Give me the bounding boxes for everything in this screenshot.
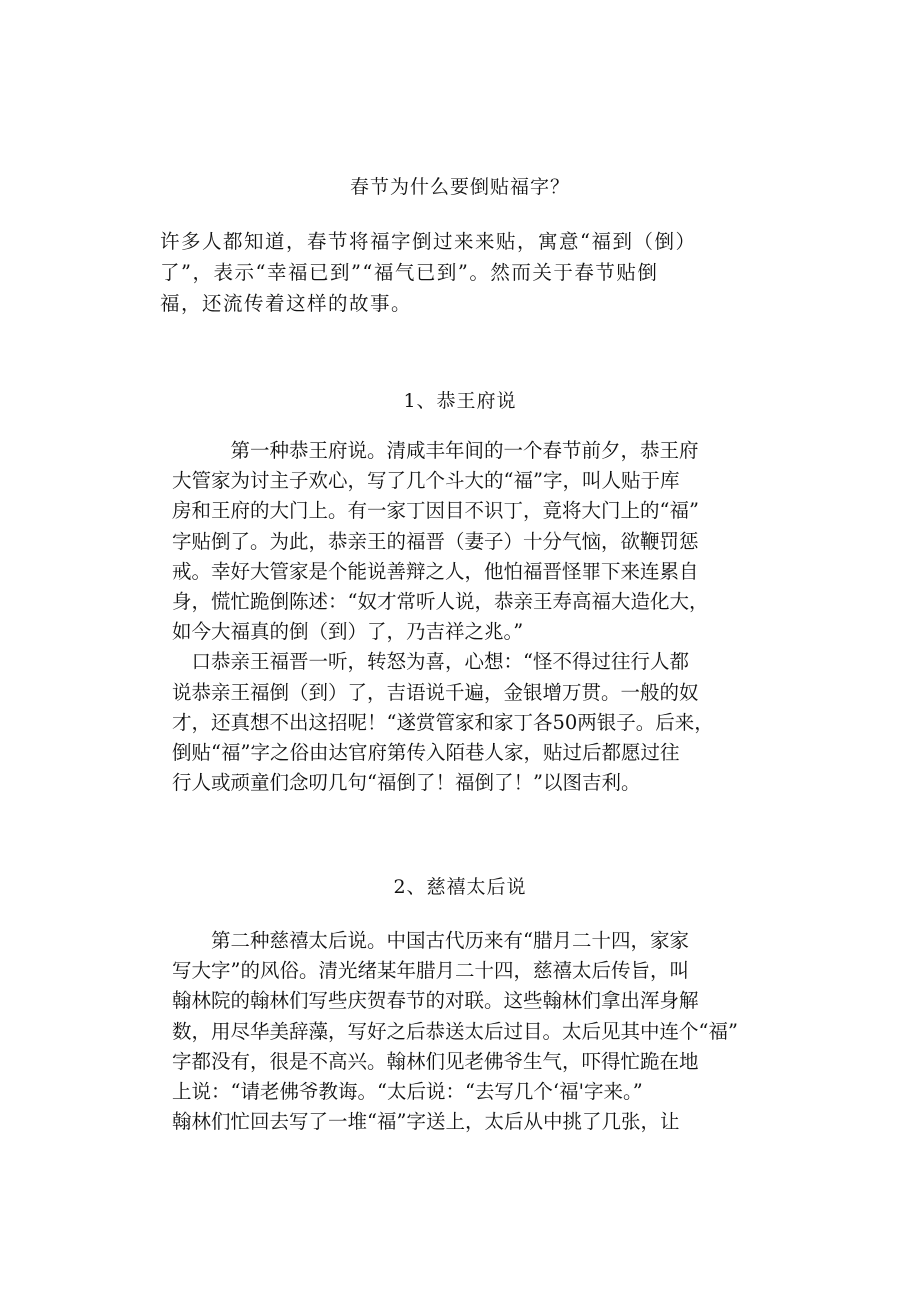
text-line: 身，慌忙跪倒陈述：“奴才常听人说，恭亲王寿高福大造化大， bbox=[172, 590, 709, 614]
section-body-2 bbox=[172, 926, 772, 1137]
text-line: 大管家为讨主子欢心，写了几个斗大的“福”字，叫人贴于库 bbox=[172, 469, 680, 493]
text-line: 了”，表示“幸福已到”“福气已到”。然而关于春节贴倒 bbox=[160, 261, 659, 284]
text-line: 口恭亲王福晋一听，转怒为喜，心想：“怪不得过往行人都 bbox=[172, 650, 689, 674]
text-line: 写大字”的风俗。清光绪某年腊月二十四，慈禧太后传旨，叫 bbox=[172, 959, 689, 983]
section-heading-2: 2、慈禧太后说 bbox=[393, 876, 527, 898]
text-line: 第一种恭王府说。清咸丰年间的一个春节前夕，恭王府 bbox=[172, 439, 699, 462]
text-line: 第二种慈禧太后说。中国古代历来有“腊月二十四，家家 bbox=[172, 929, 689, 952]
text-line: 戒。幸好大管家是个能说善辩之人，他怕福晋怪罪下来连累自 bbox=[172, 559, 699, 583]
text-line: 翰林们忙回去写了一堆“福”字送上，太后从中挑了几张，让 bbox=[172, 1110, 680, 1134]
text-line: 如今大福真的倒（到）了，乃吉祥之兆。” bbox=[172, 620, 524, 644]
text-line: 上说：“请老佛爷教诲。“太后说：“去写几个‘福'字来。” bbox=[172, 1080, 643, 1104]
text-line: 数，用尽华美辞藻，写好之后恭送太后过目。太后见其中连个“福” bbox=[172, 1019, 738, 1043]
section-heading-1: 1、恭王府说 bbox=[403, 390, 517, 412]
text-line: 才，还真想不出这招呢！“遂赏管家和家丁各50两银子。后来， bbox=[172, 710, 714, 734]
text-line: 房和王府的大门上。有一家丁因目不识丁，竟将大门上的“福” bbox=[172, 499, 699, 523]
text-line: 许多人都知道，春节将福字倒过来来贴，寓意“福到（倒） bbox=[160, 230, 697, 253]
text-line: 字贴倒了。为此，恭亲王的福晋（妻子）十分气恼，欲鞭罚惩 bbox=[172, 529, 699, 553]
section-body-1 bbox=[172, 436, 772, 798]
text-line: 翰林院的翰林们写些庆贺春节的对联。这些翰林们拿出浑身解 bbox=[172, 989, 699, 1013]
intro-paragraph bbox=[160, 226, 730, 319]
text-line: 福，还流传着这样的故事。 bbox=[160, 292, 413, 315]
text-line: 说恭亲王福倒（到）了，吉语说千遍，金银增万贯。一般的奴 bbox=[172, 680, 699, 704]
text-line: 行人或顽童们念叨几句“福倒了！福倒了！”以图吉利。 bbox=[172, 771, 641, 795]
text-line: 字都没有，很是不高兴。翰林们见老佛爷生气，吓得忙跪在地 bbox=[172, 1049, 699, 1073]
document-title: 春节为什么要倒贴福字？ bbox=[349, 176, 570, 198]
text-line: 倒贴“福”字之俗由达官府第传入陌巷人家，贴过后都愿过往 bbox=[172, 741, 680, 765]
